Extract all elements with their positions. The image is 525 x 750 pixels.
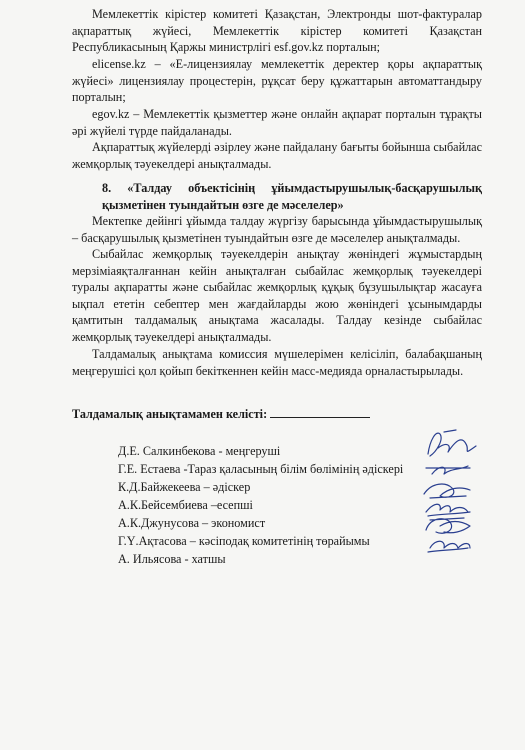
signatory-line: Г.Ү.Ақтасова – кәсіподақ комитетінің төрайымы bbox=[118, 534, 370, 548]
signatory-line: А.К.Джунусова – экономист bbox=[118, 516, 266, 530]
signatory-line: Д.Е. Салкинбекова - меңгеруші bbox=[118, 444, 281, 458]
agreement-label bbox=[72, 406, 370, 422]
signature-1 bbox=[428, 430, 476, 456]
agreement-blank-line bbox=[270, 406, 370, 418]
section-heading-8: 8. «Талдау объектісінің ұйымдастырушылық-басқарушылық қызметінен туындайтын өзге де мәселелер» bbox=[102, 181, 482, 212]
paragraph-egov: egov.kz – Мемлекеттік қызметтер және онлайн ақпарат порталын тұрақты әрі жүйелі түрде пайдаланады. bbox=[72, 107, 482, 138]
paragraph-publication: Талдамалық анықтама комиссия мүшелерімен келісіліп, балабақшаның меңгерушісі қол қойып бекіткеннен кейін масс-медияда орналастырылады. bbox=[72, 347, 482, 378]
signatory-line: К.Д.Байжекеева – әдіскер bbox=[118, 480, 251, 494]
signature-3 bbox=[424, 484, 470, 498]
signature-2 bbox=[426, 466, 470, 474]
signature-5 bbox=[426, 518, 470, 533]
signature-4 bbox=[426, 504, 470, 516]
paragraph-elicense: elicense.kz – «Е-лицензиялау мемлекеттік деректер қоры ақпараттық жүйесі» лицензиялау процестерін, рұқсат беру құжаттарын автоматтандыру порталын; bbox=[72, 57, 482, 105]
signatory-line: А. Ильясова - хатшы bbox=[118, 552, 226, 566]
signature-6 bbox=[428, 541, 470, 552]
paragraph-corruption-risks: Сыбайлас жемқорлық тәуекелдерін анықтау жөніндегі жұмыстардың мерзіміаяқталғаннан кейін анықталған сыбайлас жемқорлық тәуекелдері туралы ақпаратты және сыбайлас жемқорлық құқық бұзушылықтар жасауға ықпал ететін себептер мен жағдайларды жою жөніндегі ұсынымдарды қамтитын талдамалық анықтама жасалады. Талдау кезінде сыбайлас жемқорлық тәуекелдері анықталмады. bbox=[72, 247, 482, 344]
signatory-line: А.К.Бейсембиева –есепші bbox=[118, 498, 253, 512]
paragraph-esf-portal: Мемлекеттік кірістер комитеті Қазақстан, Электронды шот-фактуралар ақпараттық жүйесі, Мемлекеттік кірістер комитеті Қазақстан Республикасының Қаржы министрлігі esf.gov.kz порталын; bbox=[72, 7, 482, 55]
paragraph-no-issues: Мектепке дейінгі ұйымда талдау жүргізу барысында ұйымдастырушылық – басқарушылық қызметінен туындайтын өзге де мәселелер анықталмады. bbox=[72, 214, 482, 245]
signatory-line: Г.Е. Естаева -Тараз қаласының білім бөлімінің әдіскері bbox=[118, 462, 404, 476]
agreement-label-text: Талдамалық анықтамамен келісті: bbox=[72, 407, 268, 421]
paragraph-info-systems: Ақпараттық жүйелерді әзірлеу және пайдалану бағыты бойынша сыбайлас жемқорлық тәуекелдері анықталмады. bbox=[72, 140, 482, 171]
